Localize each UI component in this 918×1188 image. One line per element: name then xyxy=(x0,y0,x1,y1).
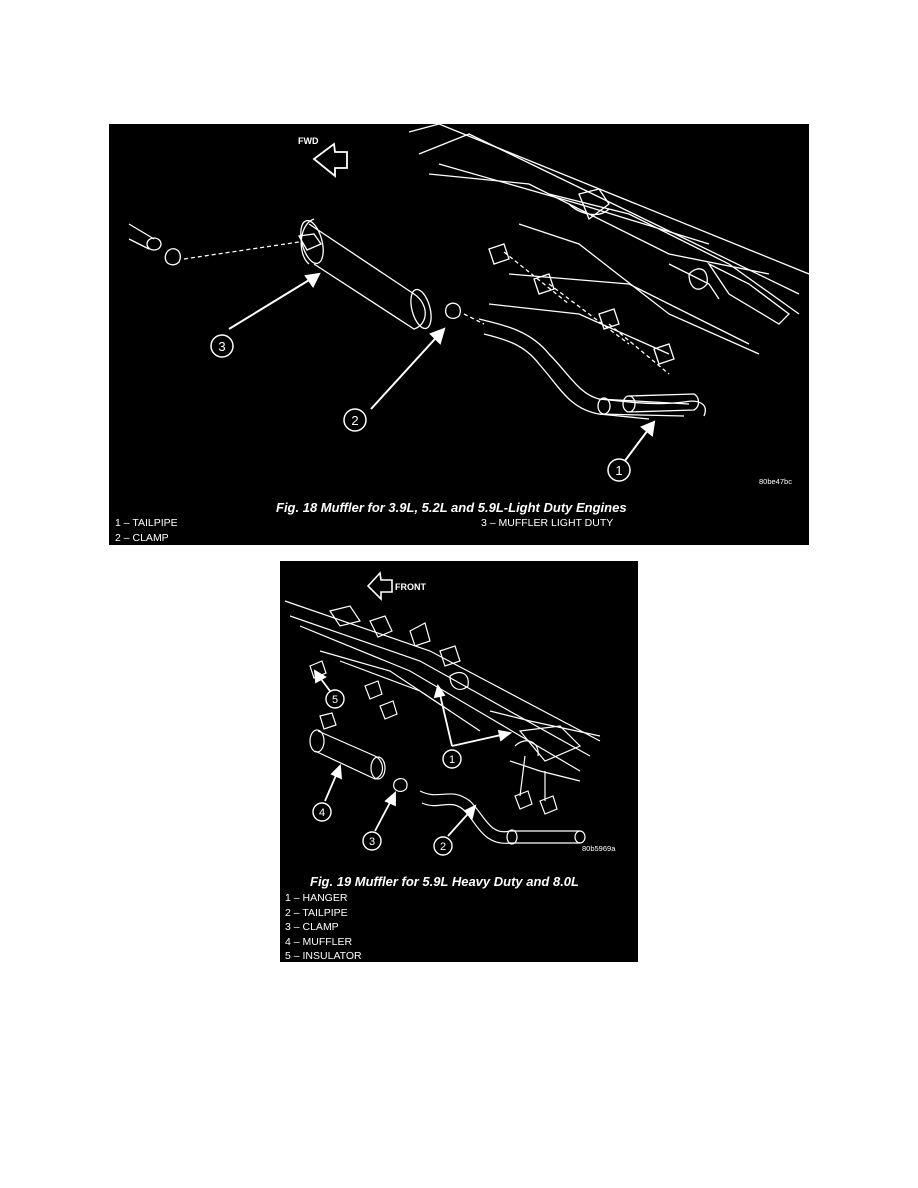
callout-1-label: 1 xyxy=(615,463,623,478)
legend-item: 5 – INSULATOR xyxy=(285,950,362,962)
front-label: FRONT xyxy=(395,582,426,592)
figure-caption: Fig. 18 Muffler for 3.9L, 5.2L and 5.9L-Light Duty Engines xyxy=(276,500,627,515)
callout-2-label: 2 xyxy=(351,413,359,428)
legend-item: 1 – HANGER xyxy=(285,892,348,904)
figure-18-illustration xyxy=(109,124,809,545)
hanger-bracket xyxy=(579,189,609,219)
fwd-label: FWD xyxy=(298,136,319,146)
legend-right xyxy=(481,516,613,531)
legend xyxy=(285,891,362,962)
fwd-arrow xyxy=(314,144,347,176)
image-code: 80b5969a xyxy=(582,844,616,853)
callout-2-label: 2 xyxy=(439,841,447,853)
hanger-4 xyxy=(654,344,674,364)
figure-19 xyxy=(280,561,638,962)
legend-item: 1 – TAILPIPE xyxy=(115,517,178,529)
leader-3 xyxy=(229,274,319,329)
hanger-3 xyxy=(599,309,619,329)
legend-item: 3 – MUFFLER LIGHT DUTY xyxy=(481,517,614,529)
legend-item: 2 – CLAMP xyxy=(115,531,169,544)
muffler-body xyxy=(315,731,383,779)
clamp xyxy=(394,779,407,792)
legend-item: 4 – MUFFLER xyxy=(285,935,353,948)
frame-rail xyxy=(285,601,600,741)
muffler-body xyxy=(309,224,425,329)
front-arrow xyxy=(368,573,392,599)
front-pipe xyxy=(129,224,154,249)
callout-4-label: 4 xyxy=(318,807,326,819)
clamp-2 xyxy=(446,303,461,318)
legend-item: 2 – TAILPIPE xyxy=(285,906,348,919)
clamp-1 xyxy=(165,249,180,265)
figure-18 xyxy=(109,124,809,545)
figure-caption: Fig. 19 Muffler for 5.9L Heavy Duty and 8.0L xyxy=(310,874,579,889)
callout-3-label: 3 xyxy=(218,339,226,354)
callout-5-label: 5 xyxy=(331,694,339,706)
frame-rail-upper xyxy=(409,124,809,274)
callout-3-label: 3 xyxy=(368,836,376,848)
tailpipe-upper xyxy=(420,791,580,832)
callout-1-label: 1 xyxy=(448,754,456,766)
image-code: 80be47bc xyxy=(759,477,792,486)
legend-left xyxy=(115,516,178,545)
leader-2 xyxy=(371,329,444,409)
legend-item: 3 – CLAMP xyxy=(285,921,339,933)
